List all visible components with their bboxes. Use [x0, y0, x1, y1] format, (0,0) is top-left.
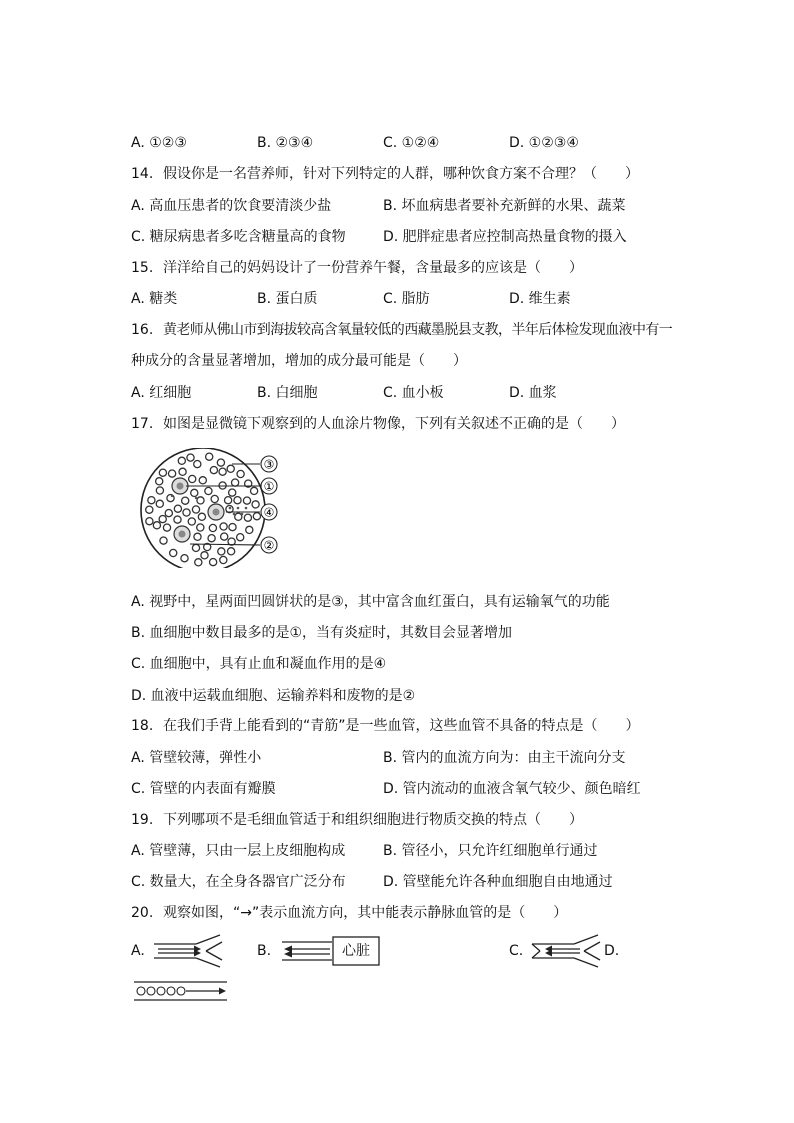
- q19-option-a: A. 管壁薄，只由一层上皮细胞构成: [131, 843, 346, 859]
- q13-option-c: C. ①②④: [383, 135, 440, 151]
- red-blood-cell: [218, 548, 225, 555]
- red-blood-cell: [217, 459, 224, 466]
- red-blood-cell: [165, 510, 172, 517]
- q18-option-c: C. 管壁的内表面有瓣膜: [131, 781, 276, 797]
- red-blood-cell: [195, 559, 202, 566]
- red-blood-cell: [146, 518, 153, 525]
- red-blood-cell: [191, 489, 198, 496]
- red-blood-cell: [187, 454, 194, 461]
- figure-label-1: ①: [263, 479, 275, 494]
- q20-option-c-letter: C.: [509, 943, 524, 959]
- q20-option-b-letter: B.: [257, 943, 272, 959]
- red-blood-cell: [199, 477, 206, 484]
- red-blood-cell: [170, 549, 177, 556]
- question-number: 20.: [131, 905, 154, 921]
- q15-stem: 洋洋给自己的妈妈设计了一份营养午餐，含量最多的应该是（ ）: [163, 260, 583, 276]
- q17-option-d: D. 血液中运载血细胞、运输养料和废物的是②: [131, 688, 416, 704]
- q13-option-a: A. ①②③: [131, 135, 187, 151]
- q17-stem-line: [131, 414, 625, 434]
- question-number: 19.: [131, 812, 154, 828]
- question-number: 16.: [131, 322, 154, 338]
- red-blood-cell: [206, 453, 213, 460]
- vessel-diagram-a: [152, 934, 226, 968]
- vessel-diagram-d: [133, 980, 229, 1002]
- q15-option-b: B. 蛋白质: [257, 291, 318, 307]
- red-blood-cell: [220, 523, 227, 530]
- q14-option-d: D. 肥胖症患者应控制高热量食物的摄入: [383, 229, 627, 245]
- figure-label-2: ②: [263, 538, 275, 553]
- q18-stem: 在我们手背上能看到的“青筋”是一些血管，这些血管不具备的特点是（ ）: [163, 718, 640, 734]
- heart-label: 心脏: [342, 943, 370, 959]
- q18-option-d: D. 管内流动的血液含氧气较少、颜色暗红: [383, 781, 641, 797]
- red-blood-cell: [211, 495, 218, 502]
- q20-stem-line: [131, 903, 567, 923]
- red-blood-cell: [229, 489, 236, 496]
- red-blood-cell: [163, 524, 170, 531]
- red-blood-cell: [153, 522, 160, 529]
- red-blood-cell: [156, 500, 163, 507]
- red-blood-cell: [198, 513, 205, 520]
- red-blood-cell: [146, 506, 153, 513]
- red-blood-cell: [183, 509, 190, 516]
- q19-option-c: C. 数量大，在全身各器官广泛分布: [131, 874, 346, 890]
- red-blood-cell: [220, 556, 227, 563]
- red-blood-cell: [243, 497, 250, 504]
- q14-option-a: A. 高血压患者的饮食要清淡少盐: [131, 198, 332, 214]
- figure-label-4: ④: [263, 505, 275, 520]
- red-blood-cell: [205, 487, 212, 494]
- figure-label-3: ③: [263, 457, 275, 472]
- q19-stem: 下列哪项不是毛细血管适于和组织细胞进行物质交换的特点（ ）: [163, 812, 583, 828]
- q18-option-b: B. 管内的血流方向为：由主干流向分支: [383, 750, 626, 766]
- red-blood-cell: [244, 514, 251, 521]
- q16-stem-line1: [131, 320, 672, 340]
- q19-stem-line: [131, 810, 583, 830]
- q15-stem-line: [131, 258, 583, 278]
- q16-option-a: A. 红细胞: [131, 385, 192, 401]
- q19-option-d: D. 管壁能允许各种血细胞自由地通过: [383, 874, 613, 890]
- red-blood-cell: [188, 518, 195, 525]
- red-blood-cell: [227, 465, 234, 472]
- q14-stem: 假设你是一名营养师，针对下列特定的人群，哪种饮食方案不合理？（ ）: [163, 166, 639, 182]
- red-blood-cell: [181, 555, 188, 562]
- red-blood-cell: [194, 533, 201, 540]
- red-blood-cell: [169, 470, 176, 477]
- q16-option-c: C. 血小板: [383, 385, 444, 401]
- red-blood-cell: [197, 524, 204, 531]
- question-number: 17.: [131, 416, 154, 432]
- red-blood-cell: [160, 537, 167, 544]
- question-number: 18.: [131, 718, 154, 734]
- red-blood-cell: [201, 552, 208, 559]
- red-blood-cell: [192, 506, 199, 513]
- red-blood-cell: [246, 526, 253, 533]
- q18-option-a: A. 管壁较薄，弹性小: [131, 750, 262, 766]
- red-blood-cell: [252, 501, 259, 508]
- red-blood-cell: [208, 535, 215, 542]
- q13-option-d: D. ①②③④: [509, 135, 579, 151]
- red-blood-cell: [251, 487, 258, 494]
- q16-option-d: D. 血浆: [509, 385, 557, 401]
- q14-stem-line: [131, 164, 639, 184]
- red-blood-cell: [237, 534, 244, 541]
- red-blood-cell: [156, 478, 163, 485]
- q17-option-c: C. 血细胞中，具有止血和凝血作用的是④: [131, 656, 387, 672]
- q14-option-c: C. 糖尿病患者多吃含糖量高的食物: [131, 229, 346, 245]
- q16-stem-line2: 种成分的含量显著增加，增加的成分最可能是（ ）: [131, 353, 467, 369]
- q17-option-a: A. 视野中，星两面凹圆饼状的是③，其中富含血红蛋白，具有运输氧气的功能: [131, 594, 610, 610]
- red-blood-cell: [234, 497, 241, 504]
- question-number: 14.: [131, 166, 154, 182]
- red-blood-cell: [189, 475, 196, 482]
- q16-stem: 黄老师从佛山市到海拔较高含氧量较低的西藏墨脱县支教，半年后体检发现血液中有一: [163, 322, 673, 338]
- q20-stem: 观察如图，“→”表示血流方向，其中能表示静脉血管的是（ ）: [163, 905, 568, 921]
- red-blood-cell: [179, 468, 186, 475]
- q17-stem: 如图是显微镜下观察到的人血涂片物像，下列有关叙述不正确的是（ ）: [163, 416, 625, 432]
- question-number: 15.: [131, 260, 154, 276]
- red-blood-cell: [237, 470, 244, 477]
- red-blood-cell: [232, 479, 239, 486]
- q20-option-d-letter: D.: [604, 943, 620, 959]
- q17-option-b: B. 血细胞中数目最多的是①，当有炎症时，其数目会显著增加: [131, 625, 513, 641]
- red-blood-cell: [192, 544, 199, 551]
- red-blood-cell: [148, 497, 155, 504]
- red-blood-cell: [159, 469, 166, 476]
- q20-option-a-letter: A.: [131, 943, 145, 959]
- vessel-diagram-c: [530, 934, 602, 968]
- red-blood-cell: [210, 559, 217, 566]
- q18-stem-line: [131, 716, 640, 736]
- red-blood-cell: [156, 487, 163, 494]
- red-blood-cell: [197, 497, 204, 504]
- red-blood-cell: [228, 548, 235, 555]
- red-blood-cell: [159, 516, 166, 523]
- red-blood-cell: [182, 497, 189, 504]
- red-blood-cell: [253, 513, 260, 520]
- red-blood-cell: [194, 461, 201, 468]
- q15-option-d: D. 维生素: [509, 291, 571, 307]
- red-blood-cell: [229, 524, 236, 531]
- q16-option-b: B. 白细胞: [257, 385, 318, 401]
- red-blood-cell: [219, 468, 226, 475]
- q15-option-a: A. 糖类: [131, 291, 178, 307]
- blood-smear-figure: [136, 448, 296, 568]
- q14-option-b: B. 坏血病患者要补充新鲜的水果、蔬菜: [383, 198, 626, 214]
- red-blood-cell: [221, 533, 228, 540]
- red-blood-cell: [178, 457, 185, 464]
- red-blood-cell: [174, 516, 181, 523]
- red-blood-cell: [174, 505, 181, 512]
- q15-option-c: C. 脂肪: [383, 291, 430, 307]
- red-blood-cell: [209, 524, 216, 531]
- red-blood-cell: [225, 497, 232, 504]
- q19-option-b: B. 管径小，只允许红细胞单行通过: [383, 843, 598, 859]
- red-blood-cell: [210, 467, 217, 474]
- q13-option-b: B. ②③④: [257, 135, 314, 151]
